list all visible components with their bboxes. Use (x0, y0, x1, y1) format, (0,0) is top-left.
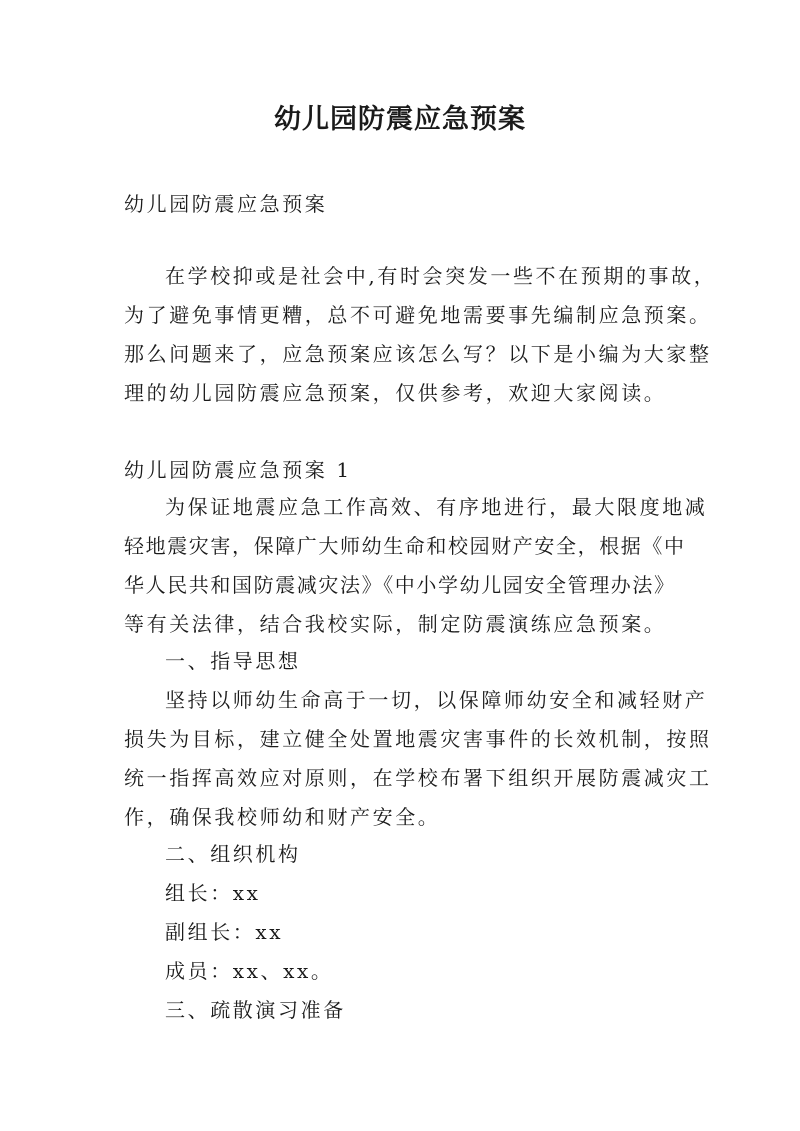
org-members: 成员：xx、xx。 (165, 959, 334, 983)
intro-line: 理的幼儿园防震应急预案，仅供参考，欢迎大家阅读。 (124, 381, 667, 405)
intro-line: 那么问题来了，应急预案应该怎么写？以下是小编为大家整 (124, 342, 712, 366)
org-deputy: 副组长：xx (165, 920, 284, 944)
heading-evacuation-drill: 三、疏散演习准备 (165, 998, 346, 1022)
guiding-para-line: 作，确保我校师幼和财产安全。 (124, 805, 441, 829)
section-heading: 幼儿园防震应急预案 1 (124, 458, 352, 482)
section-para-line: 等有关法律，结合我校实际，制定防震演练应急预案。 (124, 612, 667, 636)
heading-guiding-ideas: 一、指导思想 (165, 649, 301, 673)
intro-line: 在学校抑或是社会中,有时会突发一些不在预期的事故， (165, 264, 717, 288)
document-title: 幼儿园防震应急预案 (274, 104, 526, 135)
section-para-line: 为保证地震应急工作高效、有序地进行，最大限度地减 (165, 495, 708, 519)
intro-line: 为了避免事情更糟，总不可避免地需要事先编制应急预案。 (124, 303, 712, 327)
guiding-para-line: 坚持以师幼生命高于一切，以保障师幼安全和减轻财产 (165, 688, 708, 712)
guiding-para-line: 统一指挥高效应对原则，在学校布署下组织开展防震减灾工 (124, 766, 712, 790)
section-para-line: 轻地震灾害，保障广大师幼生命和校园财产安全，根据《中 (124, 534, 686, 558)
document-subtitle: 幼儿园防震应急预案 (124, 192, 328, 216)
section-para-line: 华人民共和国防震减灾法》《中小学幼儿园安全管理办法》 (124, 573, 676, 597)
org-leader: 组长：xx (165, 881, 261, 905)
guiding-para-line: 损失为目标，建立健全处置地震灾害事件的长效机制，按照 (124, 727, 712, 751)
heading-organization: 二、组织机构 (165, 842, 301, 866)
